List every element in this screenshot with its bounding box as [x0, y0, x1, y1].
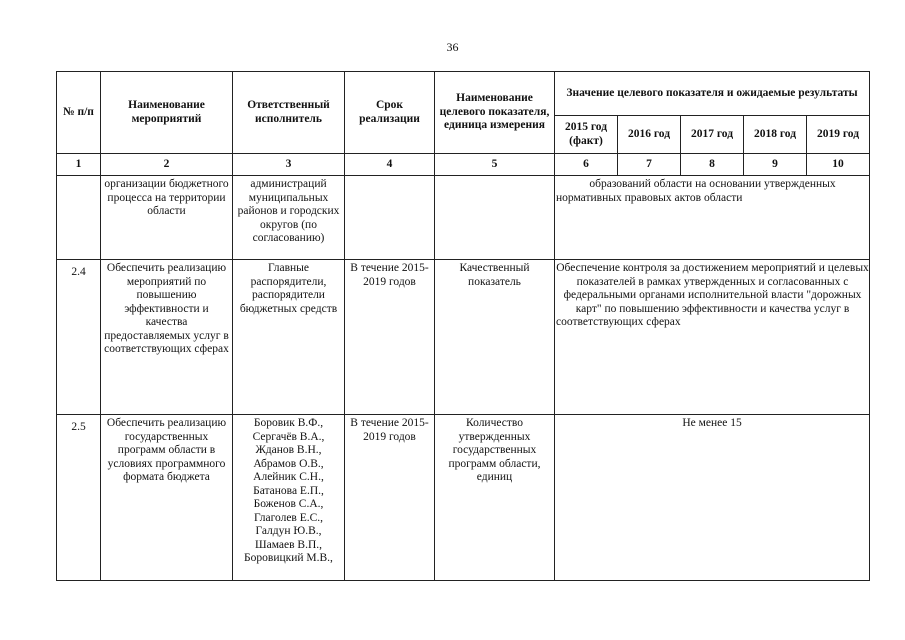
col-index-2: 2: [101, 154, 233, 176]
header-indicator: Наименование целевого показателя, единица измерения: [435, 72, 555, 154]
row-num: 2.5: [57, 415, 101, 581]
row-activity: организации бюджетного процесса на территории области: [101, 176, 233, 260]
header-responsible: Ответственный исполнитель: [233, 72, 345, 154]
row-indicator: Качественный показатель: [435, 260, 555, 415]
col-index-10: 10: [807, 154, 870, 176]
row-activity: Обеспечить реализацию мероприятий по повышению эффективности и качества предоставляемых услуг в соответствующих сферах: [101, 260, 233, 415]
table-row-2-4: [57, 260, 870, 415]
row-term: [345, 176, 435, 260]
row-values: образований области на основании утвержденных нормативных правовых актов области: [555, 176, 870, 260]
row-num: 2.4: [57, 260, 101, 415]
header-values-group: Значение целевого показателя и ожидаемые результаты: [555, 72, 870, 116]
header-term: Срок реализации: [345, 72, 435, 154]
row-values: Обеспечение контроля за достижением мероприятий и целевых показателей в рамках утвержденных и согласованных с федеральными органами исполнительной власти "дорожных карт" по повышению эффективности и качества услуг в соответствующих сферах: [555, 260, 870, 415]
col-index-1: 1: [57, 154, 101, 176]
header-activity: Наименование мероприятий: [101, 72, 233, 154]
row-indicator: Количество утвержденных государственных программ области, единиц: [435, 415, 555, 581]
activities-table: [56, 71, 870, 581]
header-year-2016: 2016 год: [618, 116, 681, 154]
row-num: [57, 176, 101, 260]
col-index-7: 7: [618, 154, 681, 176]
header-year-2018: 2018 год: [744, 116, 807, 154]
header-year-2017: 2017 год: [681, 116, 744, 154]
row-activity: Обеспечить реализацию государственных программ области в условиях программного формата бюджета: [101, 415, 233, 581]
col-index-5: 5: [435, 154, 555, 176]
header-year-2015: 2015 год (факт): [555, 116, 618, 154]
row-term: В течение 2015-2019 годов: [345, 415, 435, 581]
col-index-8: 8: [681, 154, 744, 176]
table-row-2-5: [57, 415, 870, 581]
col-index-4: 4: [345, 154, 435, 176]
row-indicator: [435, 176, 555, 260]
row-values: Не менее 15: [555, 415, 870, 581]
page-number: 36: [446, 40, 459, 54]
header-year-2019: 2019 год: [807, 116, 870, 154]
col-index-9: 9: [744, 154, 807, 176]
row-responsible: Боровик В.Ф., Сергачёв В.А., Жданов В.Н., Абрамов О.В., Алейник С.Н., Батанова Е.П., Боженов С.А., Глаголев Е.С., Галдун Ю.В., Шамаев В.П., Боровицкий М.В.,: [233, 415, 345, 581]
row-term: В течение 2015-2019 годов: [345, 260, 435, 415]
header-num: № п/п: [57, 72, 101, 154]
row-responsible: Главные распорядители, распорядители бюджетных средств: [233, 260, 345, 415]
table-row-continuation: [57, 176, 870, 260]
col-index-3: 3: [233, 154, 345, 176]
row-responsible: администраций муниципальных районов и городских округов (по согласованию): [233, 176, 345, 260]
col-index-6: 6: [555, 154, 618, 176]
